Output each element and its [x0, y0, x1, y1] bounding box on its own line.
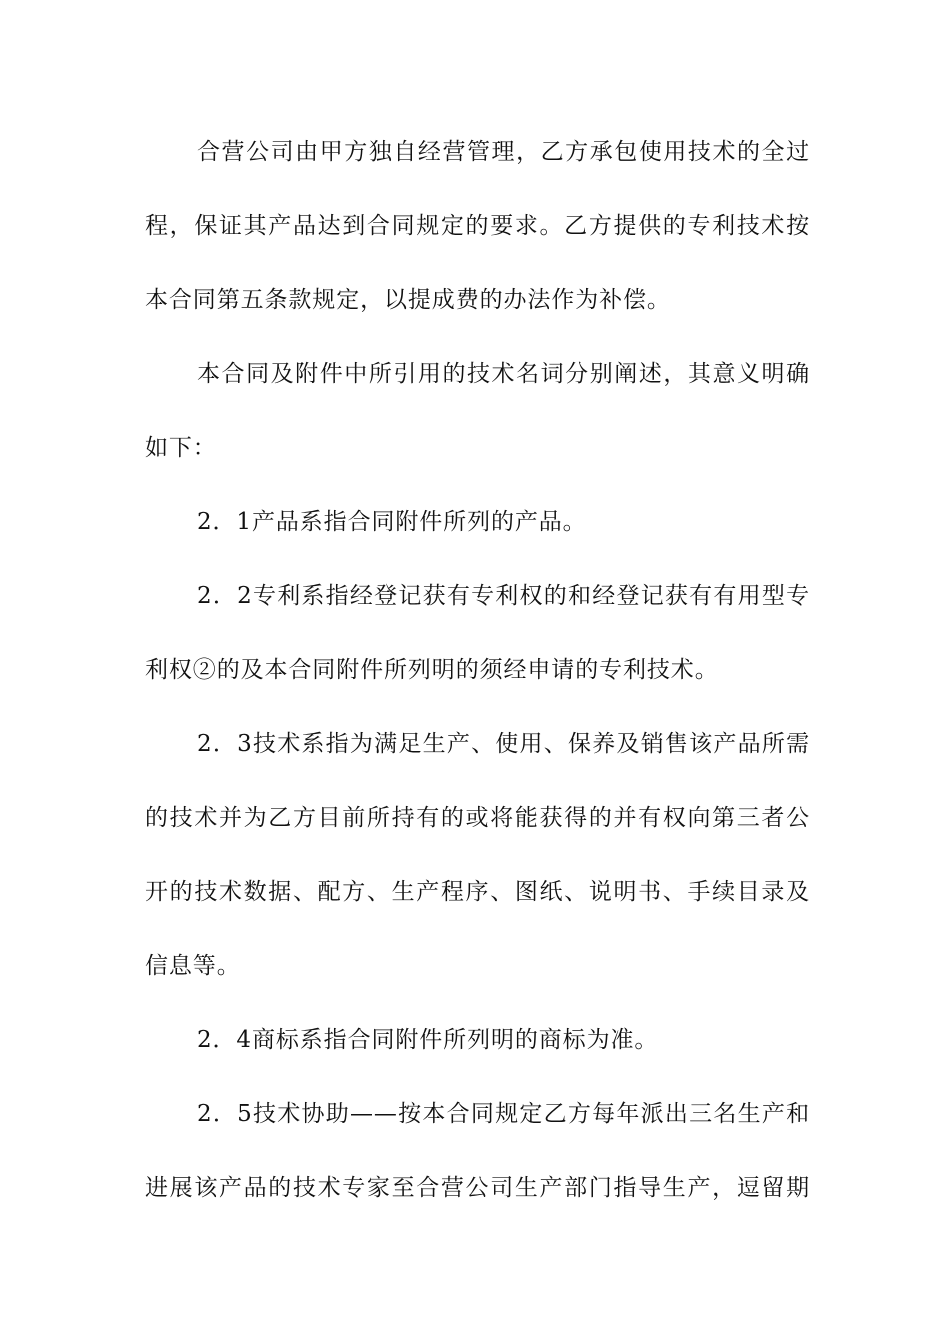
paragraph-2-line-2: 如下： [145, 435, 217, 461]
paragraph-4-line-2: 利权②的及本合同附件所列明的须经申请的专利技术。 [145, 657, 719, 683]
document-body [145, 134, 810, 1244]
paragraph-6-line-1: 2．4商标系指合同附件所列明的商标为准。 [197, 1027, 659, 1053]
paragraph-1-line-3: 本合同第五条款规定，以提成费的办法作为补偿。 [145, 287, 671, 313]
paragraph-1-line-2: 程，保证其产品达到合同规定的要求。乙方提供的专利技术按 [145, 213, 810, 239]
paragraph-1-line-1: 合营公司由甲方独自经营管理，乙方承包使用技术的全过 [197, 139, 810, 165]
paragraph-4-line-1: 2．2专利系指经登记获有专利权的和经登记获有有用型专 [197, 583, 810, 609]
paragraph-5-line-2: 的技术并为乙方目前所持有的或将能获得的并有权向第三者公 [145, 805, 810, 831]
paragraph-3-line-1: 2．1产品系指合同附件所列的产品。 [197, 509, 587, 535]
paragraph-7-line-1: 2．5技术协助——按本合同规定乙方每年派出三名生产和 [197, 1101, 810, 1127]
paragraph-5-line-1: 2．3技术系指为满足生产、使用、保养及销售该产品所需 [197, 731, 810, 757]
paragraph-2-line-1: 本合同及附件中所引用的技术名词分别阐述，其意义明确 [197, 361, 810, 387]
paragraph-7-line-2: 进展该产品的技术专家至合营公司生产部门指导生产，逗留期 [145, 1175, 810, 1201]
paragraph-5-line-4: 信息等。 [145, 953, 241, 979]
paragraph-5-line-3: 开的技术数据、配方、生产程序、图纸、说明书、手续目录及 [145, 879, 810, 905]
